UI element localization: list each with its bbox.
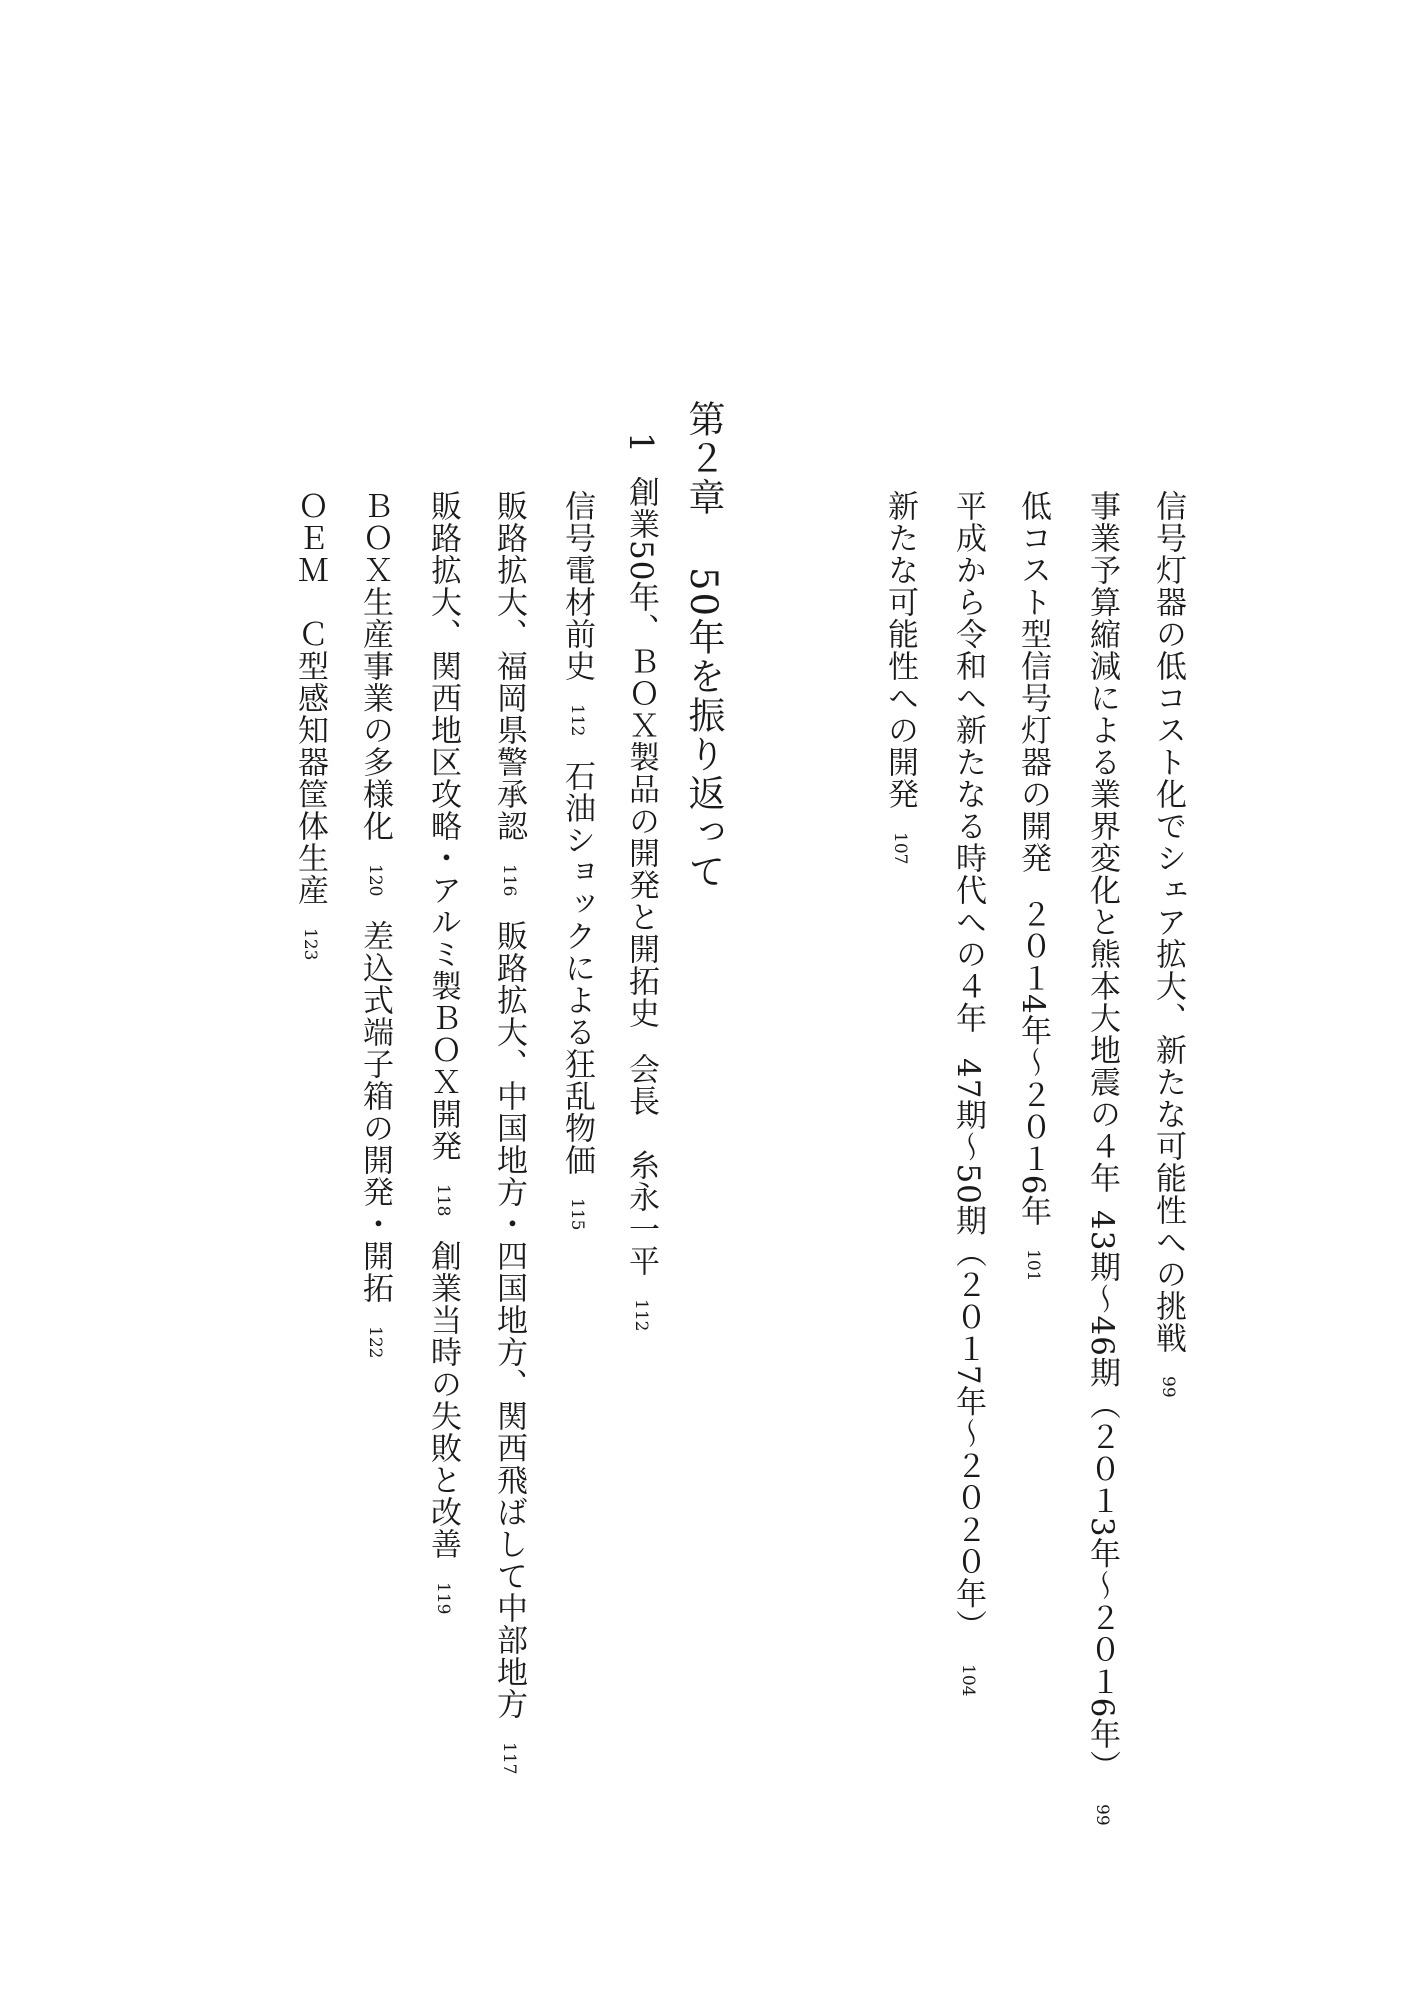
toc-entry — [1084, 490, 1120, 1826]
page-number: 120 — [365, 864, 385, 897]
section-title: 創業50年、ＢＯＸ製品の開発と開拓史 — [623, 476, 659, 1030]
toc-entry-title: 販路拡大、中国地方・四国地方、関西飛ばして中部地方 — [491, 920, 527, 1721]
section-number: 1 — [622, 432, 661, 454]
toc-entry-title: 事業予算縮減による業界変化と熊本大地震の４年 — [1084, 490, 1120, 1194]
page-number: 117 — [499, 1742, 519, 1775]
toc-entry-title: 低コスト型信号灯器の開発 — [1015, 490, 1051, 874]
toc-entry-subtitle: ２０１4年～２０１6年 — [1015, 898, 1051, 1228]
section-author: 会長 糸永一平 — [623, 1053, 659, 1278]
page-number: 99 — [1158, 1376, 1178, 1398]
toc-entry-title: 石油ショックによる狂乱物価 — [559, 760, 595, 1177]
toc-entry — [491, 490, 527, 1775]
page-number: 107 — [890, 832, 910, 865]
toc-entry-title: 信号電材前史 — [559, 490, 595, 682]
chapter-heading — [682, 400, 725, 892]
chapter-title: 50年を振り返って — [682, 567, 725, 892]
page-number: 118 — [433, 1184, 453, 1217]
toc-entry-title: 販路拡大、関西地区攻略・アルミ製ＢＯＸ開発 — [425, 490, 461, 1162]
page-number: 115 — [567, 1198, 587, 1231]
page-number: 119 — [433, 1582, 453, 1615]
toc-entry — [1015, 490, 1051, 1282]
page-number: 104 — [958, 1663, 978, 1697]
page-number: 122 — [365, 1326, 385, 1359]
page-number: 123 — [300, 928, 320, 961]
toc-entry-title: ＯＥＭ Ｃ型感知器筐体生産 — [292, 490, 328, 906]
page-number: 116 — [499, 864, 519, 897]
section-heading — [622, 432, 661, 1332]
toc-entry — [292, 490, 328, 961]
toc-entry-title: 平成から令和へ新たなる時代への４年 — [950, 490, 986, 1034]
page-number: 101 — [1023, 1249, 1043, 1282]
toc-entry — [559, 490, 595, 1231]
page-number: 99 — [1092, 1804, 1112, 1826]
toc-entry-title: 新たな可能性への開発 — [882, 490, 918, 810]
toc-entry — [425, 490, 461, 1615]
toc-entry — [882, 490, 918, 865]
toc-entry-title: 創業当時の失敗と改善 — [425, 1240, 461, 1561]
toc-entry-subtitle: 43期～46期（２０１3年～２０１6年） — [1084, 1210, 1120, 1783]
chapter-label: 第２章 — [682, 400, 725, 517]
toc-entry-title: 差込式端子箱の開発・開拓 — [357, 920, 393, 1305]
toc-entry-title: 販路拡大、福岡県警承認 — [491, 490, 527, 842]
page-number: 112 — [567, 704, 587, 737]
toc-entry — [1150, 490, 1186, 1398]
toc-entry-title: 信号灯器の低コスト化でシェア拡大、新たな可能性への挑戦 — [1150, 490, 1186, 1354]
toc-entry-subtitle: 47期～50期（２０１7年～２０２０年） — [950, 1058, 986, 1642]
toc-entry — [950, 490, 986, 1697]
toc-entry — [357, 490, 393, 1359]
toc-entry-title: ＢＯＸ生産事業の多様化 — [357, 490, 393, 842]
page-number: 112 — [631, 1299, 651, 1332]
